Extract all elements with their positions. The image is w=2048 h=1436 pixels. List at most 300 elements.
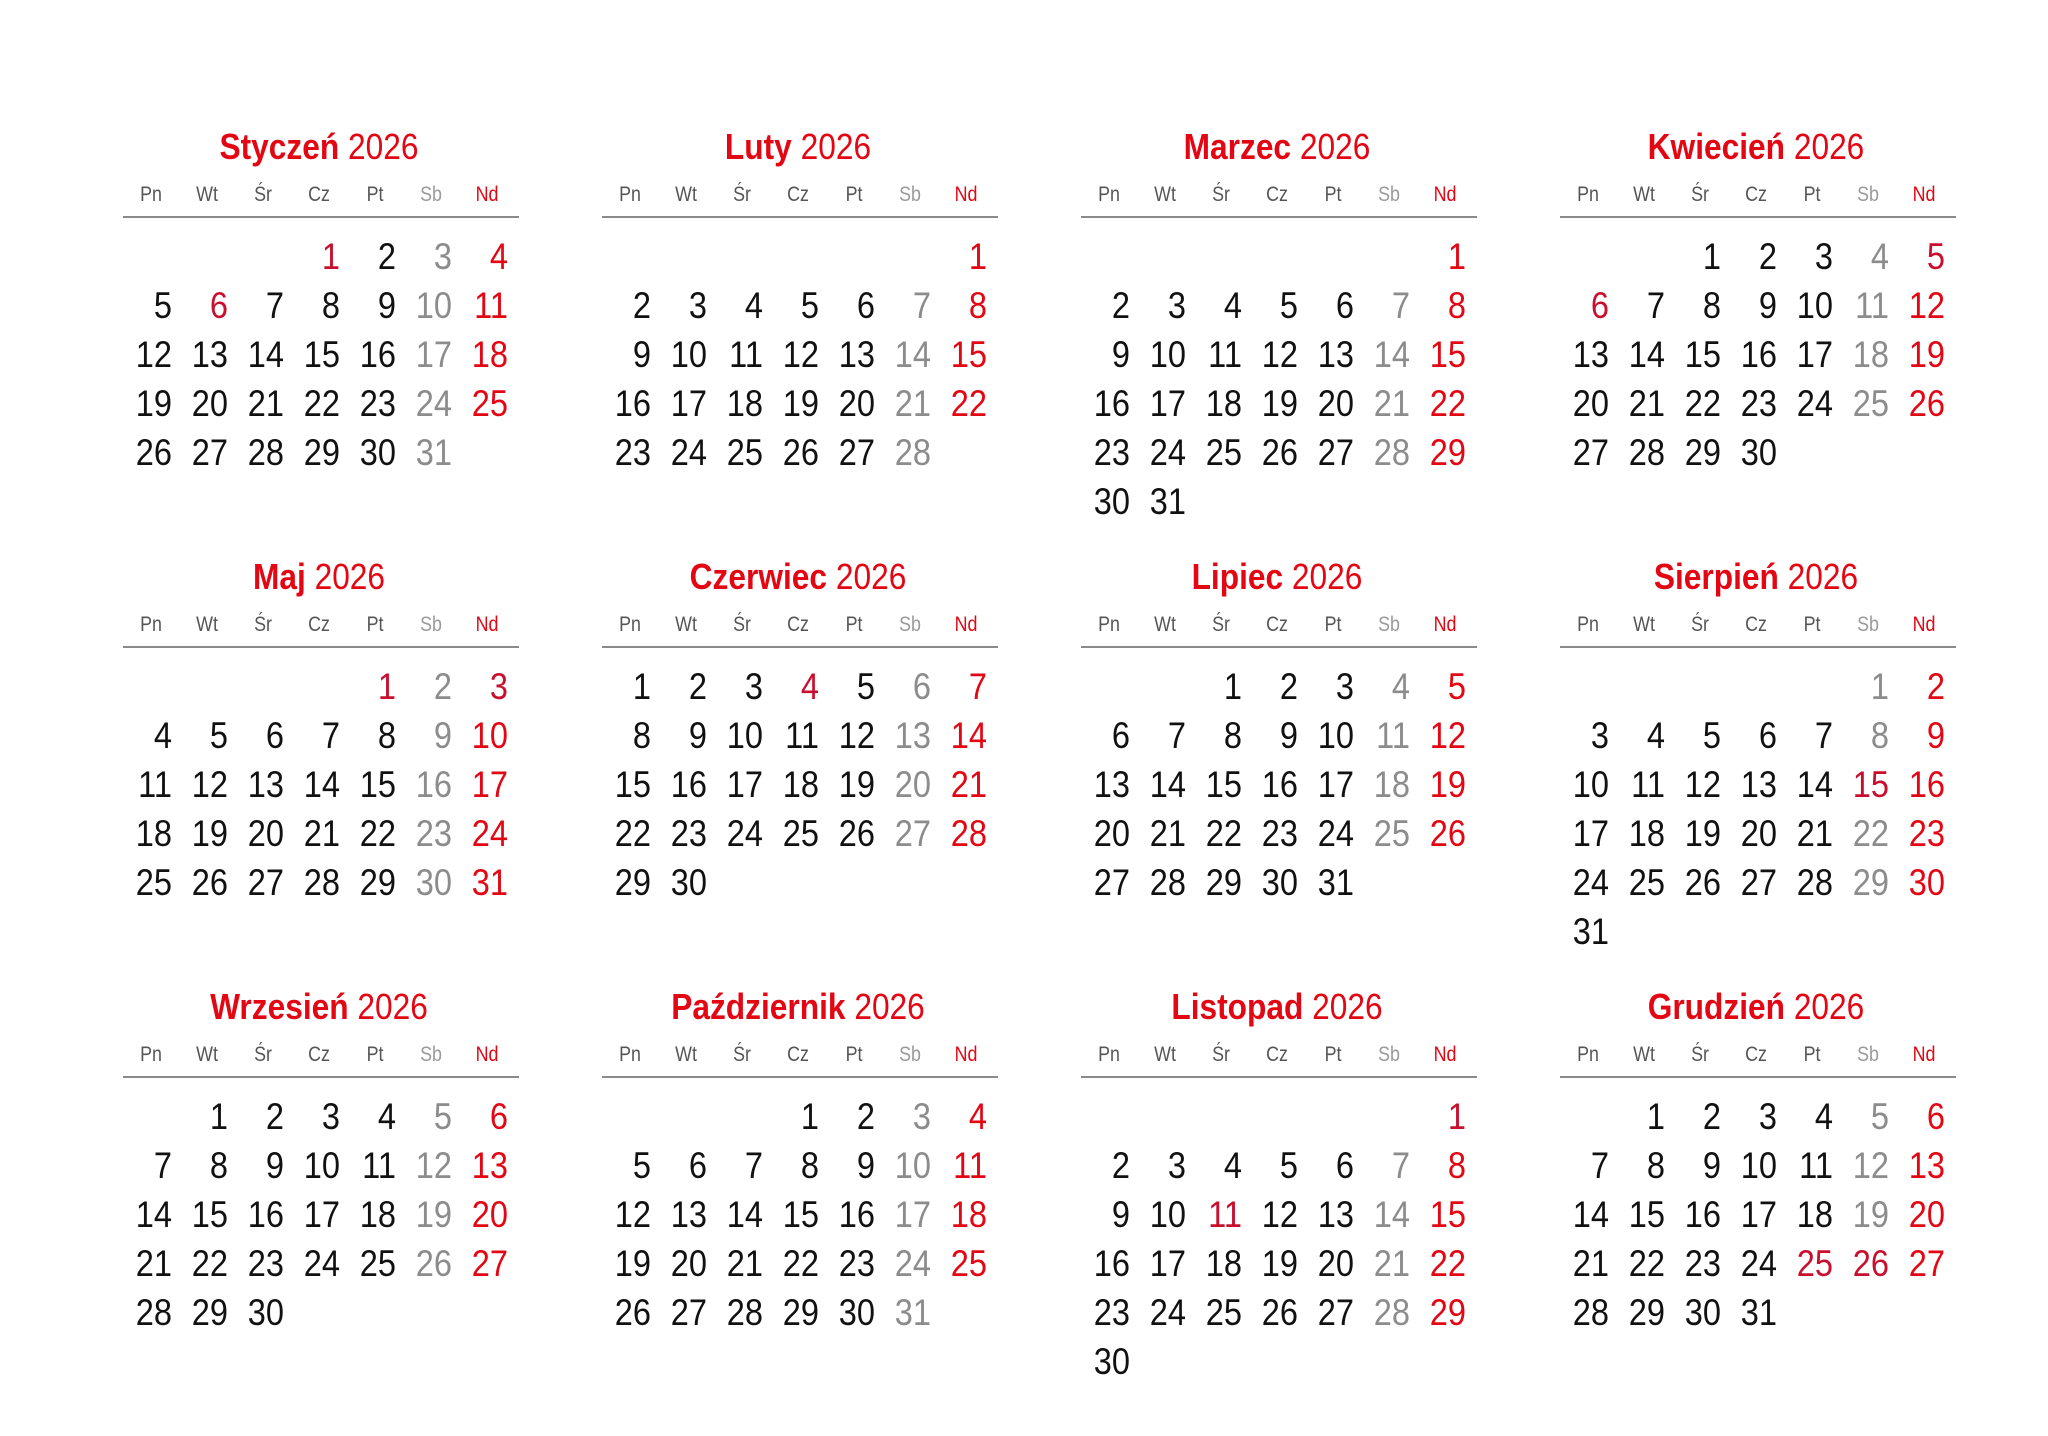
day-cell: 11 xyxy=(953,1145,987,1186)
day-cell: 28 xyxy=(726,1292,763,1333)
day-cell: 31 xyxy=(1149,481,1186,522)
weekday-label: Nd xyxy=(954,613,978,636)
day-cell: 12 xyxy=(1261,334,1298,375)
day-cell: 27 xyxy=(1317,1292,1354,1333)
day-cell: 30 xyxy=(247,1292,284,1333)
month-name: Styczeń xyxy=(219,126,340,167)
day-cell: 2 xyxy=(265,1096,284,1137)
weekday-label: Śr xyxy=(733,613,751,636)
weekday-label: Śr xyxy=(733,183,751,206)
month-title xyxy=(143,555,495,599)
day-cell: 20 xyxy=(191,383,228,424)
month-title xyxy=(622,985,974,1029)
day-cell: 14 xyxy=(303,764,340,805)
weekday-label: Cz xyxy=(787,613,809,636)
day-cell: 1 xyxy=(968,236,987,277)
month-name: Maj xyxy=(252,556,306,597)
day-cell: 14 xyxy=(1628,334,1665,375)
day-cell: 12 xyxy=(1908,285,1945,326)
day-cell: 1 xyxy=(1447,236,1466,277)
day-cell: 28 xyxy=(1373,432,1410,473)
day-cell: 11 xyxy=(138,764,172,805)
day-cell: 18 xyxy=(359,1194,396,1235)
day-cell: 20 xyxy=(1572,383,1609,424)
month-title xyxy=(1101,985,1453,1029)
day-cell: 19 xyxy=(1261,1243,1298,1284)
day-cell: 21 xyxy=(1373,1243,1410,1284)
month-4 xyxy=(1556,125,1956,555)
day-cell: 19 xyxy=(782,383,819,424)
day-cell: 14 xyxy=(1572,1194,1609,1235)
day-cell: 28 xyxy=(247,432,284,473)
day-cell: 27 xyxy=(838,432,875,473)
day-cell: 3 xyxy=(1758,1096,1777,1137)
month-title xyxy=(1580,985,1932,1029)
day-cell: 17 xyxy=(471,764,508,805)
day-cell: 22 xyxy=(191,1243,228,1284)
day-cell: 13 xyxy=(1908,1145,1945,1186)
month-year: 2026 xyxy=(1793,986,1865,1027)
day-cell: 9 xyxy=(1111,334,1130,375)
day-cell: 18 xyxy=(135,813,172,854)
weekday-label: Cz xyxy=(1745,183,1767,206)
day-cell: 4 xyxy=(489,236,508,277)
weekday-header xyxy=(602,1040,998,1078)
day-cell: 24 xyxy=(303,1243,340,1284)
day-cell: 28 xyxy=(1373,1292,1410,1333)
day-cell: 23 xyxy=(1093,1292,1130,1333)
days-grid xyxy=(1081,232,1477,526)
day-cell: 27 xyxy=(247,862,284,903)
day-cell: 26 xyxy=(191,862,228,903)
day-cell: 17 xyxy=(1740,1194,1777,1235)
day-cell: 11 xyxy=(1799,1145,1833,1186)
day-cell: 13 xyxy=(247,764,284,805)
day-cell: 11 xyxy=(1208,1194,1242,1235)
day-cell: 7 xyxy=(153,1145,172,1186)
day-cell: 28 xyxy=(894,432,931,473)
day-cell: 5 xyxy=(856,666,875,707)
weekday-label: Sb xyxy=(1857,1043,1879,1066)
day-cell: 26 xyxy=(1684,862,1721,903)
day-cell: 6 xyxy=(1111,715,1130,756)
day-cell: 2 xyxy=(1926,666,1945,707)
day-cell: 28 xyxy=(135,1292,172,1333)
weekday-label: Pn xyxy=(140,613,162,636)
day-cell: 4 xyxy=(377,1096,396,1137)
day-cell: 14 xyxy=(1149,764,1186,805)
day-cell: 20 xyxy=(670,1243,707,1284)
month-6 xyxy=(598,555,998,985)
day-cell: 25 xyxy=(471,383,508,424)
day-cell: 22 xyxy=(782,1243,819,1284)
weekday-label: Pn xyxy=(619,183,641,206)
day-cell: 23 xyxy=(415,813,452,854)
day-cell: 17 xyxy=(1572,813,1609,854)
weekday-label: Wt xyxy=(196,1043,218,1066)
day-cell: 13 xyxy=(670,1194,707,1235)
day-cell: 2 xyxy=(632,285,651,326)
weekday-label: Pn xyxy=(1577,183,1599,206)
month-year: 2026 xyxy=(1299,126,1371,167)
weekday-label: Nd xyxy=(1912,183,1936,206)
weekday-label: Pn xyxy=(1098,613,1120,636)
month-name: Kwiecień xyxy=(1647,126,1786,167)
weekday-label: Nd xyxy=(1433,1043,1457,1066)
month-2 xyxy=(598,125,998,555)
day-cell: 14 xyxy=(894,334,931,375)
day-cell: 9 xyxy=(433,715,452,756)
weekday-label: Śr xyxy=(1691,183,1709,206)
weekday-label: Wt xyxy=(1154,183,1176,206)
day-cell: 24 xyxy=(415,383,452,424)
day-cell: 29 xyxy=(1852,862,1889,903)
day-cell: 9 xyxy=(1279,715,1298,756)
month-title xyxy=(1101,555,1453,599)
day-cell: 6 xyxy=(688,1145,707,1186)
day-cell: 24 xyxy=(1317,813,1354,854)
day-cell: 30 xyxy=(1684,1292,1721,1333)
weekday-label: Wt xyxy=(1154,1043,1176,1066)
day-cell: 10 xyxy=(1572,764,1609,805)
day-cell: 7 xyxy=(1167,715,1186,756)
day-cell: 29 xyxy=(614,862,651,903)
day-cell: 16 xyxy=(1093,383,1130,424)
month-title xyxy=(622,125,974,169)
day-cell: 6 xyxy=(265,715,284,756)
day-cell: 16 xyxy=(1908,764,1945,805)
month-title xyxy=(1580,555,1932,599)
weekday-label: Pn xyxy=(1577,1043,1599,1066)
day-cell: 29 xyxy=(1429,1292,1466,1333)
day-cell: 18 xyxy=(726,383,763,424)
day-cell: 19 xyxy=(1261,383,1298,424)
weekday-label: Cz xyxy=(308,1043,330,1066)
day-cell: 24 xyxy=(471,813,508,854)
day-cell: 5 xyxy=(153,285,172,326)
day-cell: 23 xyxy=(1740,383,1777,424)
month-year: 2026 xyxy=(1312,986,1383,1027)
weekday-label: Sb xyxy=(420,613,442,636)
weekday-label: Pt xyxy=(366,183,384,206)
day-cell: 8 xyxy=(1702,285,1721,326)
day-cell: 19 xyxy=(415,1194,452,1235)
day-cell: 7 xyxy=(321,715,340,756)
day-cell: 23 xyxy=(838,1243,875,1284)
day-cell: 17 xyxy=(1149,383,1186,424)
day-cell: 5 xyxy=(632,1145,651,1186)
weekday-label: Wt xyxy=(1633,183,1655,206)
day-cell: 5 xyxy=(433,1096,452,1137)
day-cell: 20 xyxy=(471,1194,508,1235)
day-cell: 7 xyxy=(1391,1145,1410,1186)
day-cell: 17 xyxy=(303,1194,340,1235)
day-cell: 3 xyxy=(744,666,763,707)
day-cell: 28 xyxy=(1628,432,1665,473)
month-title xyxy=(622,555,974,599)
month-name: Grudzień xyxy=(1647,986,1785,1027)
day-cell: 19 xyxy=(838,764,875,805)
weekday-label: Cz xyxy=(1745,613,1767,636)
day-cell: 12 xyxy=(1684,764,1721,805)
day-cell: 10 xyxy=(1149,334,1186,375)
weekday-label: Sb xyxy=(420,183,442,206)
day-cell: 13 xyxy=(838,334,875,375)
weekday-label: Sb xyxy=(1857,183,1879,206)
day-cell: 12 xyxy=(135,334,172,375)
month-year: 2026 xyxy=(1793,126,1865,167)
weekday-header xyxy=(123,1040,519,1078)
day-cell: 12 xyxy=(782,334,819,375)
day-cell: 24 xyxy=(894,1243,931,1284)
day-cell: 17 xyxy=(1317,764,1354,805)
day-cell: 10 xyxy=(1740,1145,1777,1186)
weekday-label: Wt xyxy=(196,183,218,206)
day-cell: 22 xyxy=(303,383,340,424)
weekday-label: Pt xyxy=(845,183,863,206)
day-cell: 30 xyxy=(359,432,396,473)
day-cell: 16 xyxy=(1740,334,1777,375)
day-cell: 8 xyxy=(1646,1145,1665,1186)
days-grid xyxy=(1081,662,1477,907)
day-cell: 14 xyxy=(247,334,284,375)
day-cell: 3 xyxy=(433,236,452,277)
day-cell: 29 xyxy=(191,1292,228,1333)
weekday-label: Nd xyxy=(475,613,499,636)
day-cell: 3 xyxy=(1167,285,1186,326)
day-cell: 5 xyxy=(1926,236,1945,277)
day-cell: 27 xyxy=(1740,862,1777,903)
day-cell: 30 xyxy=(1740,432,1777,473)
day-cell: 22 xyxy=(1684,383,1721,424)
day-cell: 25 xyxy=(782,813,819,854)
weekday-label: Pt xyxy=(1803,1043,1821,1066)
day-cell: 25 xyxy=(1205,432,1242,473)
weekday-label: Nd xyxy=(475,1043,499,1066)
month-year: 2026 xyxy=(835,556,907,597)
weekday-label: Pt xyxy=(366,1043,384,1066)
day-cell: 6 xyxy=(1590,285,1609,326)
weekday-header xyxy=(123,180,519,218)
weekday-label: Pn xyxy=(140,183,162,206)
day-cell: 21 xyxy=(1572,1243,1609,1284)
day-cell: 5 xyxy=(1702,715,1721,756)
weekday-label: Nd xyxy=(954,1043,978,1066)
weekday-label: Sb xyxy=(899,613,921,636)
day-cell: 29 xyxy=(782,1292,819,1333)
weekday-header xyxy=(1560,610,1956,648)
day-cell: 3 xyxy=(321,1096,340,1137)
day-cell: 27 xyxy=(1093,862,1130,903)
day-cell: 18 xyxy=(1852,334,1889,375)
day-cell: 14 xyxy=(1373,1194,1410,1235)
day-cell: 11 xyxy=(729,334,763,375)
day-cell: 8 xyxy=(377,715,396,756)
day-cell: 20 xyxy=(1317,1243,1354,1284)
day-cell: 28 xyxy=(303,862,340,903)
weekday-label: Śr xyxy=(733,1043,751,1066)
weekday-label: Pn xyxy=(140,1043,162,1066)
day-cell: 25 xyxy=(1373,813,1410,854)
day-cell: 20 xyxy=(1908,1194,1945,1235)
day-cell: 2 xyxy=(688,666,707,707)
day-cell: 2 xyxy=(1111,1145,1130,1186)
day-cell: 31 xyxy=(1572,911,1609,952)
month-11 xyxy=(1077,985,1477,1415)
day-cell: 27 xyxy=(1572,432,1609,473)
day-cell: 24 xyxy=(1740,1243,1777,1284)
day-cell: 26 xyxy=(838,813,875,854)
day-cell: 5 xyxy=(1279,1145,1298,1186)
day-cell: 21 xyxy=(247,383,284,424)
weekday-label: Cz xyxy=(308,613,330,636)
day-cell: 14 xyxy=(135,1194,172,1235)
day-cell: 6 xyxy=(1335,1145,1354,1186)
weekday-label: Cz xyxy=(787,183,809,206)
weekday-label: Pt xyxy=(1803,183,1821,206)
weekday-label: Śr xyxy=(254,183,272,206)
day-cell: 24 xyxy=(670,432,707,473)
day-cell: 24 xyxy=(1149,432,1186,473)
month-9 xyxy=(119,985,519,1415)
weekday-label: Sb xyxy=(1378,1043,1400,1066)
weekday-label: Śr xyxy=(254,613,272,636)
weekday-label: Nd xyxy=(954,183,978,206)
day-cell: 18 xyxy=(1373,764,1410,805)
day-cell: 12 xyxy=(1852,1145,1889,1186)
day-cell: 26 xyxy=(782,432,819,473)
day-cell: 1 xyxy=(377,666,396,707)
day-cell: 23 xyxy=(359,383,396,424)
month-1 xyxy=(119,125,519,555)
weekday-label: Cz xyxy=(1266,1043,1288,1066)
month-year: 2026 xyxy=(800,126,872,167)
day-cell: 4 xyxy=(1870,236,1889,277)
month-name: Luty xyxy=(724,126,792,167)
day-cell: 22 xyxy=(1429,1243,1466,1284)
day-cell: 6 xyxy=(856,285,875,326)
day-cell: 31 xyxy=(1317,862,1354,903)
day-cell: 22 xyxy=(950,383,987,424)
days-grid xyxy=(123,1092,519,1337)
day-cell: 8 xyxy=(1223,715,1242,756)
day-cell: 12 xyxy=(191,764,228,805)
day-cell: 25 xyxy=(1852,383,1889,424)
day-cell: 9 xyxy=(632,334,651,375)
day-cell: 25 xyxy=(726,432,763,473)
day-cell: 17 xyxy=(415,334,452,375)
days-grid xyxy=(1081,1092,1477,1386)
day-cell: 20 xyxy=(247,813,284,854)
day-cell: 26 xyxy=(1908,383,1945,424)
days-grid xyxy=(602,1092,998,1337)
weekday-label: Pt xyxy=(1803,613,1821,636)
day-cell: 2 xyxy=(1758,236,1777,277)
weekday-label: Cz xyxy=(1266,613,1288,636)
day-cell: 2 xyxy=(1111,285,1130,326)
day-cell: 26 xyxy=(614,1292,651,1333)
month-3 xyxy=(1077,125,1477,555)
day-cell: 9 xyxy=(377,285,396,326)
month-name: Czerwiec xyxy=(689,556,828,597)
day-cell: 29 xyxy=(303,432,340,473)
day-cell: 21 xyxy=(726,1243,763,1284)
day-cell: 16 xyxy=(415,764,452,805)
day-cell: 5 xyxy=(1447,666,1466,707)
day-cell: 24 xyxy=(1149,1292,1186,1333)
day-cell: 28 xyxy=(1572,1292,1609,1333)
weekday-label: Pt xyxy=(1324,613,1342,636)
day-cell: 10 xyxy=(1796,285,1833,326)
day-cell: 11 xyxy=(1376,715,1410,756)
month-name: Listopad xyxy=(1171,986,1304,1027)
day-cell: 27 xyxy=(1908,1243,1945,1284)
days-grid xyxy=(123,662,519,907)
day-cell: 17 xyxy=(670,383,707,424)
day-cell: 21 xyxy=(950,764,987,805)
day-cell: 31 xyxy=(1740,1292,1777,1333)
day-cell: 3 xyxy=(1167,1145,1186,1186)
day-cell: 17 xyxy=(894,1194,931,1235)
month-5 xyxy=(119,555,519,985)
month-name: Marzec xyxy=(1183,126,1292,167)
day-cell: 4 xyxy=(153,715,172,756)
day-cell: 25 xyxy=(135,862,172,903)
weekday-label: Sb xyxy=(1378,183,1400,206)
month-year: 2026 xyxy=(357,986,428,1027)
day-cell: 4 xyxy=(744,285,763,326)
day-cell: 26 xyxy=(415,1243,452,1284)
day-cell: 13 xyxy=(191,334,228,375)
day-cell: 23 xyxy=(614,432,651,473)
day-cell: 25 xyxy=(1628,862,1665,903)
day-cell: 1 xyxy=(800,1096,819,1137)
day-cell: 8 xyxy=(209,1145,228,1186)
day-cell: 27 xyxy=(1317,432,1354,473)
month-title xyxy=(143,125,495,169)
day-cell: 31 xyxy=(471,862,508,903)
weekday-header xyxy=(602,610,998,648)
day-cell: 9 xyxy=(688,715,707,756)
day-cell: 9 xyxy=(1758,285,1777,326)
day-cell: 18 xyxy=(471,334,508,375)
day-cell: 31 xyxy=(894,1292,931,1333)
day-cell: 20 xyxy=(838,383,875,424)
day-cell: 20 xyxy=(1093,813,1130,854)
day-cell: 8 xyxy=(1447,285,1466,326)
day-cell: 17 xyxy=(1149,1243,1186,1284)
day-cell: 27 xyxy=(670,1292,707,1333)
weekday-label: Śr xyxy=(1691,613,1709,636)
day-cell: 27 xyxy=(191,432,228,473)
weekday-header xyxy=(1081,180,1477,218)
day-cell: 2 xyxy=(1279,666,1298,707)
day-cell: 12 xyxy=(1261,1194,1298,1235)
day-cell: 25 xyxy=(1205,1292,1242,1333)
weekday-label: Wt xyxy=(675,1043,697,1066)
day-cell: 5 xyxy=(1279,285,1298,326)
month-year: 2026 xyxy=(314,556,386,597)
day-cell: 9 xyxy=(856,1145,875,1186)
day-cell: 26 xyxy=(135,432,172,473)
weekday-label: Śr xyxy=(1212,1043,1230,1066)
day-cell: 17 xyxy=(1796,334,1833,375)
day-cell: 1 xyxy=(1223,666,1242,707)
day-cell: 22 xyxy=(359,813,396,854)
day-cell: 11 xyxy=(1855,285,1889,326)
day-cell: 11 xyxy=(1208,334,1242,375)
weekday-label: Cz xyxy=(1266,183,1288,206)
